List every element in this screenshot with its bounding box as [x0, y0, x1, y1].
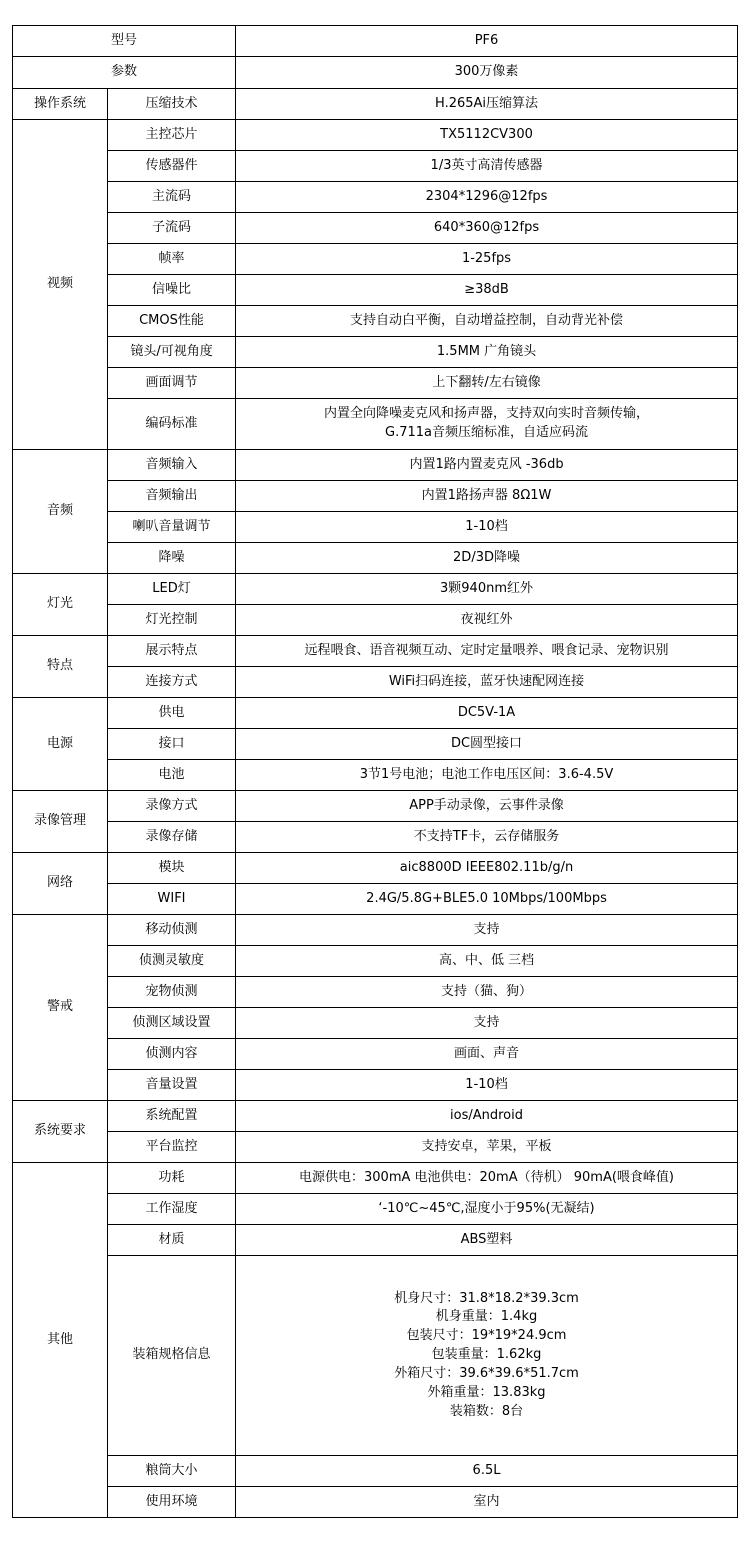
spec-key: 镜头/可视角度	[108, 337, 236, 368]
spec-row	[13, 884, 738, 915]
spec-row	[13, 729, 738, 760]
spec-value: 室内	[236, 1487, 738, 1518]
spec-key: 降噪	[108, 543, 236, 574]
spec-row	[13, 946, 738, 977]
group-label: 音频	[13, 450, 108, 574]
spec-row	[13, 213, 738, 244]
spec-row	[13, 822, 738, 853]
spec-row	[13, 450, 738, 481]
spec-row	[13, 1256, 738, 1456]
spec-row	[13, 512, 738, 543]
param-value: 300万像素	[236, 57, 738, 89]
spec-value: 1/3英寸高清传感器	[236, 151, 738, 182]
spec-value: 高、中、低 三档	[236, 946, 738, 977]
spec-value: 2D/3D降噪	[236, 543, 738, 574]
spec-key: 录像存储	[108, 822, 236, 853]
spec-value: ‘-10℃~45℃,湿度小于95%(无凝结)	[236, 1194, 738, 1225]
spec-value: DC圆型接口	[236, 729, 738, 760]
spec-value: 支持	[236, 915, 738, 946]
spec-value: 内置1路内置麦克风 -36db	[236, 450, 738, 481]
spec-row	[13, 151, 738, 182]
spec-value: aic8800D IEEE802.11b/g/n	[236, 853, 738, 884]
spec-row	[13, 399, 738, 450]
spec-key: 侦测区域设置	[108, 1008, 236, 1039]
spec-value: 2304*1296@12fps	[236, 182, 738, 213]
spec-value: WiFi扫码连接，蓝牙快速配网连接	[236, 667, 738, 698]
spec-row	[13, 1008, 738, 1039]
spec-key: WIFI	[108, 884, 236, 915]
spec-value: APP手动录像，云事件录像	[236, 791, 738, 822]
spec-row	[13, 337, 738, 368]
spec-row	[13, 1101, 738, 1132]
spec-row	[13, 1070, 738, 1101]
spec-row	[13, 244, 738, 275]
spec-key: 电池	[108, 760, 236, 791]
spec-key: CMOS性能	[108, 306, 236, 337]
spec-value: 3颗940nm红外	[236, 574, 738, 605]
spec-value: 2.4G/5.8G+BLE5.0 10Mbps/100Mbps	[236, 884, 738, 915]
spec-value: ios/Android	[236, 1101, 738, 1132]
spec-key: 平台监控	[108, 1132, 236, 1163]
header-row-model	[13, 26, 738, 57]
spec-value: 支持	[236, 1008, 738, 1039]
spec-row	[13, 791, 738, 822]
spec-row	[13, 306, 738, 337]
spec-row	[13, 1163, 738, 1194]
spec-value: 远程喂食、语音视频互动、定时定量喂养、喂食记录、宠物识别	[236, 636, 738, 667]
spec-key: 粮筒大小	[108, 1456, 236, 1487]
spec-key: 子流码	[108, 213, 236, 244]
spec-key: 帧率	[108, 244, 236, 275]
group-label: 特点	[13, 636, 108, 698]
spec-value: 机身尺寸：31.8*18.2*39.3cm 机身重量：1.4kg 包装尺寸：19*19*24.9cm 包装重量：1.62kg 外箱尺寸：39.6*39.6*51.7cm 外箱重量：13.83kg 装箱数：8台	[236, 1256, 738, 1456]
spec-row	[13, 667, 738, 698]
spec-key: 连接方式	[108, 667, 236, 698]
group-label: 其他	[13, 1163, 108, 1518]
model-value: PF6	[236, 26, 738, 57]
spec-row	[13, 636, 738, 667]
spec-value: 支持（猫、狗）	[236, 977, 738, 1008]
spec-row	[13, 1039, 738, 1070]
spec-key: 装箱规格信息	[108, 1256, 236, 1456]
spec-key: 材质	[108, 1225, 236, 1256]
spec-row	[13, 1487, 738, 1518]
spec-key: 信噪比	[108, 275, 236, 306]
spec-key: 功耗	[108, 1163, 236, 1194]
group-label: 警戒	[13, 915, 108, 1101]
spec-value: 6.5L	[236, 1456, 738, 1487]
group-label: 录像管理	[13, 791, 108, 853]
spec-value: 1-25fps	[236, 244, 738, 275]
spec-row	[13, 481, 738, 512]
spec-row	[13, 275, 738, 306]
spec-row	[13, 915, 738, 946]
spec-key: 主流码	[108, 182, 236, 213]
spec-key: 展示特点	[108, 636, 236, 667]
spec-key: 侦测内容	[108, 1039, 236, 1070]
spec-key: 系统配置	[108, 1101, 236, 1132]
spec-key: 宠物侦测	[108, 977, 236, 1008]
spec-key: 主控芯片	[108, 120, 236, 151]
spec-value: 画面、声音	[236, 1039, 738, 1070]
spec-row	[13, 698, 738, 729]
spec-value: 支持安卓，苹果，平板	[236, 1132, 738, 1163]
spec-key: 喇叭音量调节	[108, 512, 236, 543]
spec-key: 模块	[108, 853, 236, 884]
spec-row	[13, 1456, 738, 1487]
spec-value: 1-10档	[236, 512, 738, 543]
group-label: 网络	[13, 853, 108, 915]
group-label: 操作系统	[13, 89, 108, 120]
spec-table	[12, 25, 738, 1518]
group-label: 电源	[13, 698, 108, 791]
spec-value: 3节1号电池；电池工作电压区间：3.6-4.5V	[236, 760, 738, 791]
spec-row	[13, 760, 738, 791]
spec-key: 传感器件	[108, 151, 236, 182]
spec-row	[13, 89, 738, 120]
spec-row	[13, 543, 738, 574]
spec-key: 侦测灵敏度	[108, 946, 236, 977]
spec-value: 1.5MM 广角镜头	[236, 337, 738, 368]
spec-value: H.265Ai压缩算法	[236, 89, 738, 120]
spec-key: 音频输出	[108, 481, 236, 512]
spec-row	[13, 120, 738, 151]
spec-row	[13, 1194, 738, 1225]
spec-key: 灯光控制	[108, 605, 236, 636]
spec-key: 音频输入	[108, 450, 236, 481]
spec-row	[13, 977, 738, 1008]
group-label: 灯光	[13, 574, 108, 636]
model-label: 型号	[13, 26, 236, 57]
spec-key: 编码标准	[108, 399, 236, 450]
spec-key: 音量设置	[108, 1070, 236, 1101]
group-label: 视频	[13, 120, 108, 450]
spec-row	[13, 182, 738, 213]
spec-value: DC5V-1A	[236, 698, 738, 729]
spec-value: 1-10档	[236, 1070, 738, 1101]
spec-key: 画面调节	[108, 368, 236, 399]
header-row-param	[13, 57, 738, 89]
spec-value: TX5112CV300	[236, 120, 738, 151]
spec-value: 上下翻转/左右镜像	[236, 368, 738, 399]
spec-value: 电源供电：300mA 电池供电：20mA（待机） 90mA(喂食峰值)	[236, 1163, 738, 1194]
spec-value: 内置1路扬声器 8Ω1W	[236, 481, 738, 512]
spec-row	[13, 574, 738, 605]
spec-row	[13, 853, 738, 884]
spec-key: 使用环境	[108, 1487, 236, 1518]
spec-row	[13, 605, 738, 636]
spec-key: 移动侦测	[108, 915, 236, 946]
spec-row	[13, 368, 738, 399]
param-label: 参数	[13, 57, 236, 89]
spec-value: ≥38dB	[236, 275, 738, 306]
spec-key: 供电	[108, 698, 236, 729]
spec-key: 接口	[108, 729, 236, 760]
spec-key: LED灯	[108, 574, 236, 605]
spec-value: 640*360@12fps	[236, 213, 738, 244]
spec-key: 压缩技术	[108, 89, 236, 120]
spec-value: 夜视红外	[236, 605, 738, 636]
spec-value: 支持自动白平衡，自动增益控制，自动背光补偿	[236, 306, 738, 337]
spec-value: ABS塑料	[236, 1225, 738, 1256]
spec-row	[13, 1132, 738, 1163]
spec-key: 录像方式	[108, 791, 236, 822]
group-label: 系统要求	[13, 1101, 108, 1163]
spec-value: 不支持TF卡，云存储服务	[236, 822, 738, 853]
spec-value: 内置全向降噪麦克风和扬声器，支持双向实时音频传输， G.711a音频压缩标准，自适应码流	[236, 399, 738, 450]
spec-key: 工作湿度	[108, 1194, 236, 1225]
spec-row	[13, 1225, 738, 1256]
